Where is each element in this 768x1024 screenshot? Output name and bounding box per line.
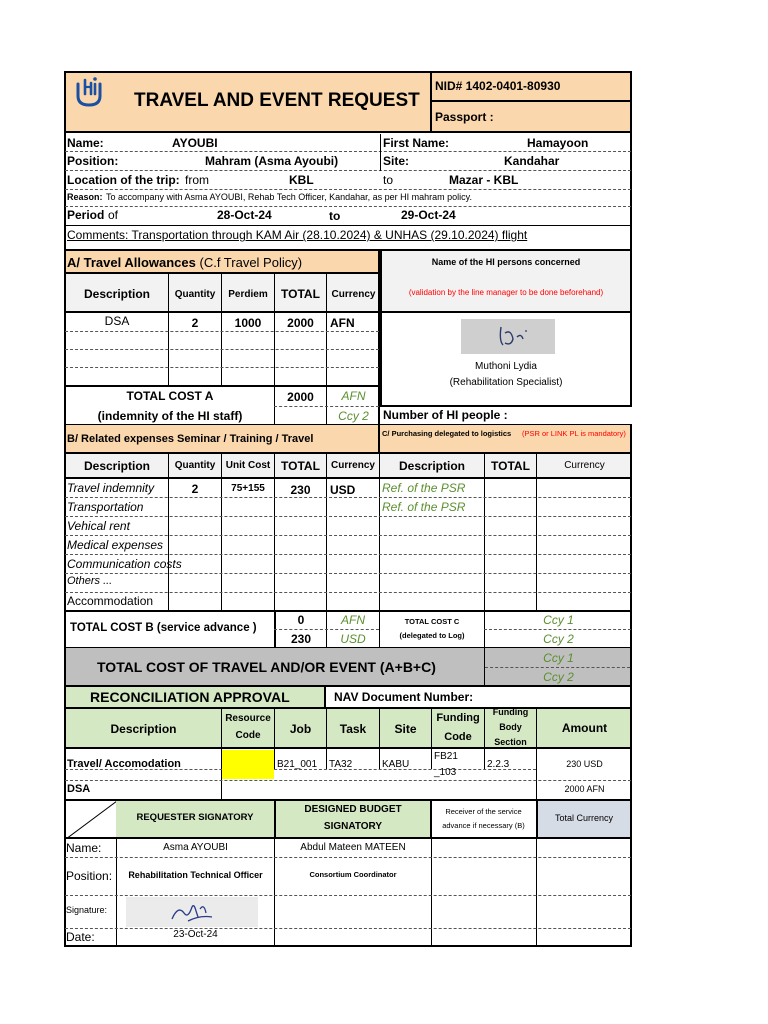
requester-signature-image bbox=[126, 897, 258, 927]
passport-label: Passport : bbox=[435, 110, 494, 124]
recon-row1-funding-1: FB21 bbox=[434, 751, 458, 762]
row-b-desc-2: Vehical rent bbox=[67, 519, 130, 533]
position-value: Mahram (Asma Ayoubi) bbox=[205, 154, 339, 168]
hi-logo bbox=[74, 74, 104, 108]
reconciliation-title: RECONCILIATION APPROVAL bbox=[90, 689, 290, 705]
total-currency-label: Total Currency bbox=[554, 813, 614, 823]
total-cost-c-sublabel: (delegated to Log) bbox=[399, 631, 465, 640]
location-label: Location of the trip: bbox=[67, 173, 180, 187]
row-b-total-0: 230 bbox=[290, 483, 311, 497]
resource-code-field[interactable] bbox=[222, 750, 274, 779]
period-of: of bbox=[108, 208, 119, 222]
page-title: TRAVEL AND EVENT REQUEST bbox=[134, 90, 420, 111]
recon-row1-job: B21_001 bbox=[277, 759, 318, 770]
col-quantity-b: Quantity bbox=[174, 460, 216, 471]
total-cost-b-label: TOTAL COST B (service advance ) bbox=[70, 622, 257, 634]
budget-title-2: SIGNATORY bbox=[323, 821, 383, 832]
location-to: Mazar - KBL bbox=[449, 173, 519, 187]
col-fbs-1: Funding bbox=[492, 707, 529, 717]
requester-name: Asma AYOUBI bbox=[163, 842, 228, 853]
row-b-desc-3: Medical expenses bbox=[67, 538, 164, 552]
col-resource-2: Code bbox=[235, 730, 261, 741]
person-name: Muthoni Lydia bbox=[475, 361, 537, 372]
location-to-label: to bbox=[383, 173, 394, 187]
col-unit-cost: Unit Cost bbox=[225, 460, 271, 471]
nid-number: NID# 1402-0401-80930 bbox=[435, 79, 561, 93]
recon-row1-description: Travel/ Accomodation bbox=[67, 758, 181, 770]
recon-row1-task: TA32 bbox=[329, 759, 353, 770]
col-fbs-3: Section bbox=[494, 737, 527, 747]
section-b-title: B/ Related expenses Seminar / Training / Travel bbox=[67, 433, 314, 445]
col-total-a: TOTAL bbox=[281, 287, 320, 301]
col-task: Task bbox=[339, 722, 367, 736]
person-role: (Rehabilitation Specialist) bbox=[449, 377, 563, 388]
dsa-description: DSA bbox=[104, 314, 130, 328]
row-b-unit-0: 75+155 bbox=[231, 483, 265, 494]
budget-title-1: DESIGNED BUDGET bbox=[304, 804, 402, 815]
period-to: 29-Oct-24 bbox=[401, 208, 456, 222]
dsa-quantity: 2 bbox=[191, 316, 199, 330]
col-fbs-2: Body bbox=[499, 722, 522, 732]
receiver-header bbox=[431, 799, 537, 839]
requester-title: REQUESTER SIGNATORY bbox=[136, 812, 254, 823]
requester-date: 23-Oct-24 bbox=[173, 929, 218, 940]
recon-row1-funding-2: _103 bbox=[434, 767, 457, 778]
recon-row2-amount: 2000 AFN bbox=[564, 784, 605, 794]
row-b-desc-6: Accommodation bbox=[67, 594, 154, 608]
period-from: 28-Oct-24 bbox=[217, 208, 272, 222]
total-cost-a-label: TOTAL COST A bbox=[126, 389, 214, 403]
sig-signature-label: Signature: bbox=[66, 905, 108, 915]
hi-hand-icon bbox=[74, 74, 104, 108]
row-b-ccy-0: USD bbox=[330, 483, 356, 497]
signature-corner bbox=[64, 799, 117, 839]
name-label: Name: bbox=[67, 136, 104, 150]
psr-ref-1: Ref. of the PSR bbox=[382, 481, 466, 495]
section-a-title bbox=[67, 256, 302, 269]
total-cost-a-value: 2000 bbox=[287, 390, 314, 404]
col-total-c: TOTAL bbox=[491, 459, 530, 473]
row-b-desc-5: Others ... bbox=[67, 575, 113, 587]
name-value: AYOUBI bbox=[172, 136, 218, 150]
total-cost-c-label: TOTAL COST C bbox=[404, 617, 460, 626]
row-b-desc-0: Travel indemnity bbox=[67, 481, 155, 495]
col-amount: Amount bbox=[561, 721, 608, 735]
col-currency-b: Currency bbox=[331, 460, 375, 471]
hi-people-label: Number of HI people : bbox=[383, 408, 508, 422]
total-b-afn-value: 0 bbox=[297, 613, 305, 627]
total-b-usd-ccy: USD bbox=[340, 632, 366, 646]
total-cost-a-ccy1: AFN bbox=[341, 389, 366, 403]
col-total-b: TOTAL bbox=[281, 459, 320, 473]
total-b-afn-ccy: AFN bbox=[341, 613, 365, 627]
grand-total-label: TOTAL COST OF TRAVEL AND/OR EVENT (A+B+C) bbox=[97, 659, 436, 675]
position-label: Position: bbox=[67, 154, 119, 168]
total-c-ccy1: Ccy 1 bbox=[543, 613, 574, 627]
comments-text: Comments: Transportation through KAM Air (28.10.2024) & UNHAS (29.10.2024) flight bbox=[67, 228, 528, 242]
nav-document-label: NAV Document Number: bbox=[334, 690, 474, 704]
requester-position: Rehabilitation Technical Officer bbox=[128, 870, 263, 880]
sig-name-label: Name: bbox=[66, 841, 102, 855]
col-currency-a: Currency bbox=[331, 289, 376, 300]
col-description-c: Description bbox=[398, 459, 465, 473]
grand-total-ccy1: Ccy 1 bbox=[543, 651, 574, 665]
recon-row1-amount: 230 USD bbox=[566, 759, 603, 769]
sig-date-label: Date: bbox=[66, 930, 95, 944]
sig-position-label: Position: bbox=[66, 869, 113, 883]
section-c-title: C/ Purchasing delegated to logistics bbox=[382, 429, 512, 438]
col-site: Site bbox=[394, 722, 417, 736]
receiver-title-1: Receiver of the service bbox=[445, 807, 522, 816]
col-description-b: Description bbox=[83, 459, 150, 473]
first-name-label: First Name: bbox=[383, 136, 450, 150]
dsa-perdiem: 1000 bbox=[234, 316, 262, 330]
col-funding-code-2: Code bbox=[444, 731, 472, 743]
row-b-qty-0: 2 bbox=[191, 482, 199, 496]
budget-name: Abdul Mateen MATEEN bbox=[300, 842, 406, 853]
total-c-ccy2: Ccy 2 bbox=[543, 632, 574, 646]
total-b-usd-value: 230 bbox=[290, 632, 312, 646]
row-b-desc-4: Communication costs bbox=[67, 557, 182, 571]
period-to-label: to bbox=[329, 209, 341, 223]
recon-row2-description: DSA bbox=[67, 783, 91, 795]
hi-persons-title: Name of the HI persons concerned bbox=[431, 257, 581, 267]
col-quantity-a: Quantity bbox=[174, 289, 216, 300]
grand-total-ccy2: Ccy 2 bbox=[543, 670, 574, 684]
section-a-title-bold: A/ Travel Allowances bbox=[67, 255, 196, 270]
psr-ref-2: Ref. of the PSR bbox=[382, 500, 466, 514]
reason-label: Reason: bbox=[67, 192, 103, 202]
recon-row1-fbs: 2.2.3 bbox=[487, 759, 510, 770]
col-currency-c: Currency bbox=[564, 460, 605, 471]
total-cost-a-sublabel: (indemnity of the HI staff) bbox=[97, 409, 243, 423]
budget-position: Consortium Coordinator bbox=[309, 870, 397, 879]
col-recon-description: Description bbox=[110, 722, 177, 736]
site-value: Kandahar bbox=[504, 154, 560, 168]
first-name-value: Hamayoon bbox=[527, 136, 589, 150]
row-b-desc-1: Transportation bbox=[67, 500, 144, 514]
col-resource-1: Resource bbox=[225, 713, 271, 724]
section-c-note: (PSR or LINK PL is mandatory) bbox=[522, 429, 626, 438]
recon-row1-site: KABU bbox=[382, 759, 410, 770]
dsa-currency: AFN bbox=[330, 316, 355, 330]
col-funding-code-1: Funding bbox=[436, 712, 480, 724]
location-from: KBL bbox=[289, 173, 314, 187]
period-label: Period bbox=[67, 208, 105, 222]
reason-text: To accompany with Asma AYOUBI, Rehab Tech Officer, Kandahar, as per HI mahram policy. bbox=[106, 192, 473, 202]
site-label: Site: bbox=[383, 154, 410, 168]
col-perdiem: Perdiem bbox=[228, 289, 268, 300]
validation-note: (validation by the line manager to be done beforehand) bbox=[408, 288, 604, 297]
total-cost-a-ccy2: Ccy 2 bbox=[338, 409, 369, 423]
dsa-total: 2000 bbox=[287, 316, 314, 330]
section-a-title-rest: (C.f Travel Policy) bbox=[199, 255, 303, 270]
location-from-label: from bbox=[185, 173, 209, 187]
col-job: Job bbox=[289, 722, 312, 736]
col-description-a: Description bbox=[83, 287, 150, 301]
receiver-title-2: advance if necessary (B) bbox=[442, 821, 525, 830]
muthoni-signature-image bbox=[461, 319, 555, 354]
